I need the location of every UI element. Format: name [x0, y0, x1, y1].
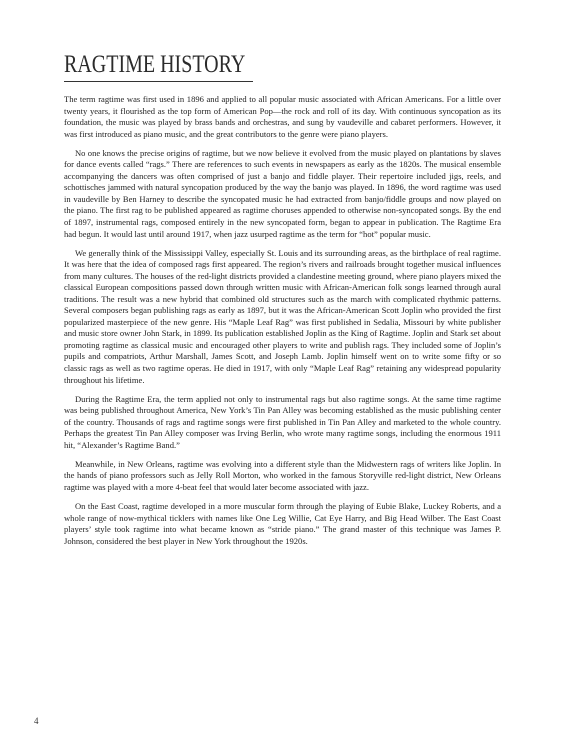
- page-number: 4: [34, 716, 39, 726]
- paragraph-intro: The term ragtime was first used in 1896 and applied to all popular music associated with African Americans. For a little over twenty years, it flourished as the top form of American Pop—the rock and roll of its day. With continuous syncopation as its foundation, the music was played by brass bands and orchestras, and sung by vaudeville and cabaret performers. However, it was first introduced as piano music, and the great contributors to the genre were piano players.: [64, 94, 501, 139]
- article-body: [64, 94, 501, 555]
- paragraph-mississippi-valley: We generally think of the Mississippi Valley, especially St. Louis and its surrounding areas, as the birthplace of real ragtime. It was here that the idea of composed rags first appeared. The region’s rivers and railroads brought together musical influences from many cultures. The houses of the red-light districts provided a clandestine meeting ground, where piano players mixed the classical European compositions passed down through written music with African-American folk songs learned through aural traditions. The result was a new hybrid that combined old structures such as the march with complicated rhythmic patterns. Several composers began publishing rags as early as 1897, but it was the African-American Scott Joplin who provided the first popularized masterpiece of the new genre. His “Maple Leaf Rag” was first published in Sedalia, Missouri by white publisher and music store owner John Stark, in 1899. Its publication established Joplin as the King of Ragtime. Joplin and Stark set about promoting ragtime as classical music and encouraged other players to write and publish rags. They included some of Joplin’s pupils and compatriots, Arthur Marshall, James Scott, and Joseph Lamb. Joplin himself went on to write some fifty or so classic rags as well as two ragtime operas. He died in 1917, with only “Maple Leaf Rag” retaining any widespread popularity throughout his lifetime.: [64, 247, 501, 385]
- title-block: [64, 50, 260, 82]
- paragraph-new-orleans: Meanwhile, in New Orleans, ragtime was evolving into a different style than the Midwestern rags of writers like Joplin. In the hands of piano professors such as Jelly Roll Morton, who worked in the famous Storyville red-light district, New Orleans ragtime was played with a more 4-beat feel that would later become associated with jazz.: [64, 458, 501, 492]
- paragraph-origins: No one knows the precise origins of ragtime, but we now believe it evolved from the music played on plantations by slaves for dance events called “rags.” There are references to such events in newspapers as early as the 1820s. The musical ensemble accompanying the dancers was often comprised of just a banjo and fiddle player. Their repertoire included jigs, reels, and schottisches jammed with natural syncopation produced by the way the banjo was played. In 1896, the word ragtime was used in vaudeville by Ben Harney to describe the syncopated music he had extracted from banjo/fiddle groups and now played on the piano. The first rag to be published appeared as ragtime choruses appended to otherwise non-syncopated songs. By the end of 1897, instrumental rags, composed entirely in the new syncopated form, began to appear in publication. The Ragtime Era had begun. It would last until around 1917, when jazz usurped ragtime as the term for “hot” popular music.: [64, 147, 501, 239]
- paragraph-ragtime-era: During the Ragtime Era, the term applied not only to instrumental rags but also ragtime songs. At the same time ragtime was being published throughout America, New York’s Tin Pan Alley was becoming established as the music publishing center of the country. Thousands of rags and ragtime songs were first published in Tin Pan Alley and marketed to the whole country. Perhaps the greatest Tin Pan Alley composer was Irving Berlin, who wrote many ragtime songs, including the enormous 1911 hit, “Alexander’s Ragtime Band.”: [64, 393, 501, 450]
- page-title: RAGTIME HISTORY: [64, 51, 246, 78]
- paragraph-east-coast: On the East Coast, ragtime developed in a more muscular form through the playing of Eubie Blake, Luckey Roberts, and a whole range of now-mythical ticklers with names like One Leg Willie, Cat Eye Harry, and Big Head Wilber. The East Coast players’ style took ragtime into what became known as “stride piano.” The grand master of this technique was James P. Johnson, considered the best player in New York throughout the 1920s.: [64, 501, 501, 546]
- title-underline: [64, 81, 253, 82]
